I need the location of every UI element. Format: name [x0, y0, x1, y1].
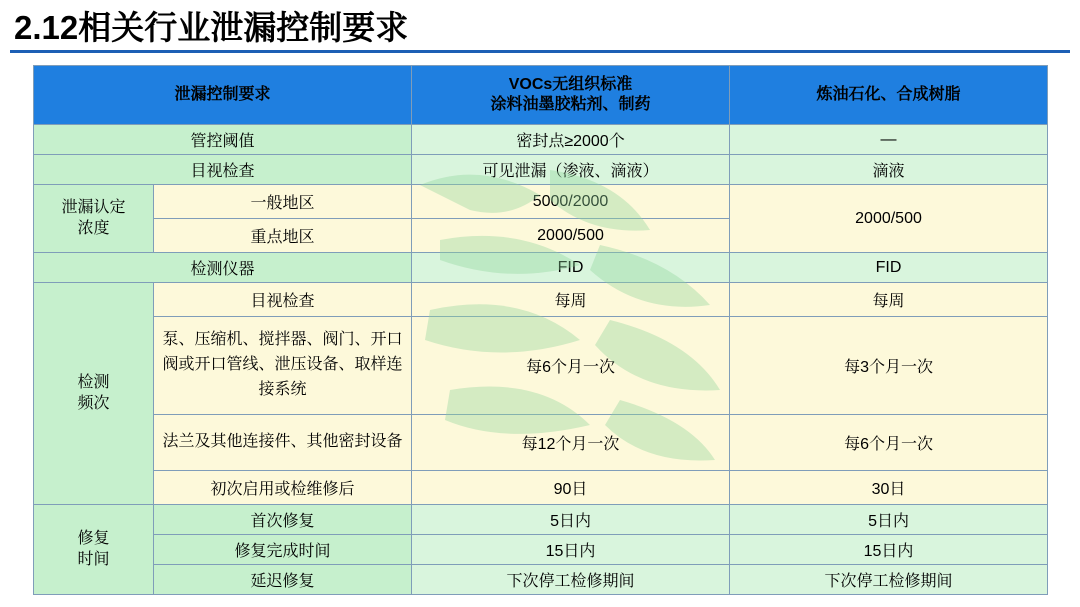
row-label-instrument: 检测仪器 — [34, 253, 412, 283]
table-row — [34, 317, 1048, 415]
table-row — [34, 505, 1048, 535]
header-requirement: 泄漏控制要求 — [34, 66, 412, 125]
group-label-line1: 检测 — [77, 373, 110, 391]
cell-firstrepair-refinery: 5日内 — [730, 505, 1048, 535]
header-vocs-line2: 涂料油墨胶粘剂、制药 — [490, 96, 651, 113]
cell-visual-vocs: 可见泄漏（渗液、滴液） — [412, 155, 730, 185]
table-row — [34, 253, 1048, 283]
cell-visual-refinery: 滴液 — [730, 155, 1048, 185]
table-row — [34, 155, 1048, 185]
cell-delayed-refinery: 下次停工检修期间 — [730, 565, 1048, 595]
page-title: 2.12相关行业泄漏控制要求 — [14, 9, 409, 46]
row-label-pumps-compressors: 泵、压缩机、搅拌器、阀门、开口阀或开口管线、泄压设备、取样连接系统 — [154, 317, 412, 415]
row-label-general-area: 一般地区 — [154, 185, 412, 219]
row-label-visual-inspection: 目视检查 — [34, 155, 412, 185]
cell-leakconc-refinery: 2000/500 — [730, 185, 1048, 253]
group-label-repair-time — [34, 505, 154, 595]
cell-firstrepair-vocs: 5日内 — [412, 505, 730, 535]
group-label-line2: 时间 — [77, 550, 110, 568]
header-vocs — [412, 66, 730, 125]
cell-firstuse-refinery: 30日 — [730, 471, 1048, 505]
cell-general-vocs: 5000/2000 — [412, 185, 730, 219]
cell-pumps-refinery: 每3个月一次 — [730, 317, 1048, 415]
table-header-row — [34, 66, 1048, 125]
row-label-visual-check-freq: 目视检查 — [154, 283, 412, 317]
table-row — [34, 535, 1048, 565]
group-label-line1: 泄漏认定 — [61, 198, 126, 216]
table-row — [34, 185, 1048, 219]
table-row — [34, 125, 1048, 155]
cell-flanges-vocs: 每12个月一次 — [412, 415, 730, 471]
row-label-delayed-repair: 延迟修复 — [154, 565, 412, 595]
cell-flanges-refinery: 每6个月一次 — [730, 415, 1048, 471]
table-row — [34, 283, 1048, 317]
group-label-leak-concentration — [34, 185, 154, 253]
cell-pumps-vocs: 每6个月一次 — [412, 317, 730, 415]
cell-instrument-vocs: FID — [412, 253, 730, 283]
header-refinery: 炼油石化、合成树脂 — [730, 66, 1048, 125]
cell-threshold-vocs: 密封点≥2000个 — [412, 125, 730, 155]
group-label-line1: 修复 — [77, 529, 110, 547]
cell-repaircomplete-refinery: 15日内 — [730, 535, 1048, 565]
row-label-threshold: 管控阈值 — [34, 125, 412, 155]
group-label-line2: 浓度 — [77, 219, 110, 237]
leak-control-table — [33, 65, 1047, 595]
row-label-first-repair: 首次修复 — [154, 505, 412, 535]
cell-key-vocs: 2000/500 — [412, 219, 730, 253]
cell-delayed-vocs: 下次停工检修期间 — [412, 565, 730, 595]
cell-firstuse-vocs: 90日 — [412, 471, 730, 505]
header-vocs-line1: VOCs无组织标准 — [508, 76, 633, 93]
table-row — [34, 565, 1048, 595]
cell-visualfreq-vocs: 每周 — [412, 283, 730, 317]
group-label-detection-frequency — [34, 283, 154, 505]
cell-visualfreq-refinery: 每周 — [730, 283, 1048, 317]
row-label-key-area: 重点地区 — [154, 219, 412, 253]
table-row — [34, 415, 1048, 471]
cell-instrument-refinery: FID — [730, 253, 1048, 283]
row-label-flanges: 法兰及其他连接件、其他密封设备 — [154, 415, 412, 471]
table-row — [34, 471, 1048, 505]
row-label-repair-complete: 修复完成时间 — [154, 535, 412, 565]
cell-repaircomplete-vocs: 15日内 — [412, 535, 730, 565]
cell-threshold-refinery: — — [730, 125, 1048, 155]
title-divider — [10, 50, 1070, 53]
table — [33, 65, 1048, 595]
row-label-first-use: 初次启用或检维修后 — [154, 471, 412, 505]
group-label-line2: 频次 — [77, 394, 110, 412]
